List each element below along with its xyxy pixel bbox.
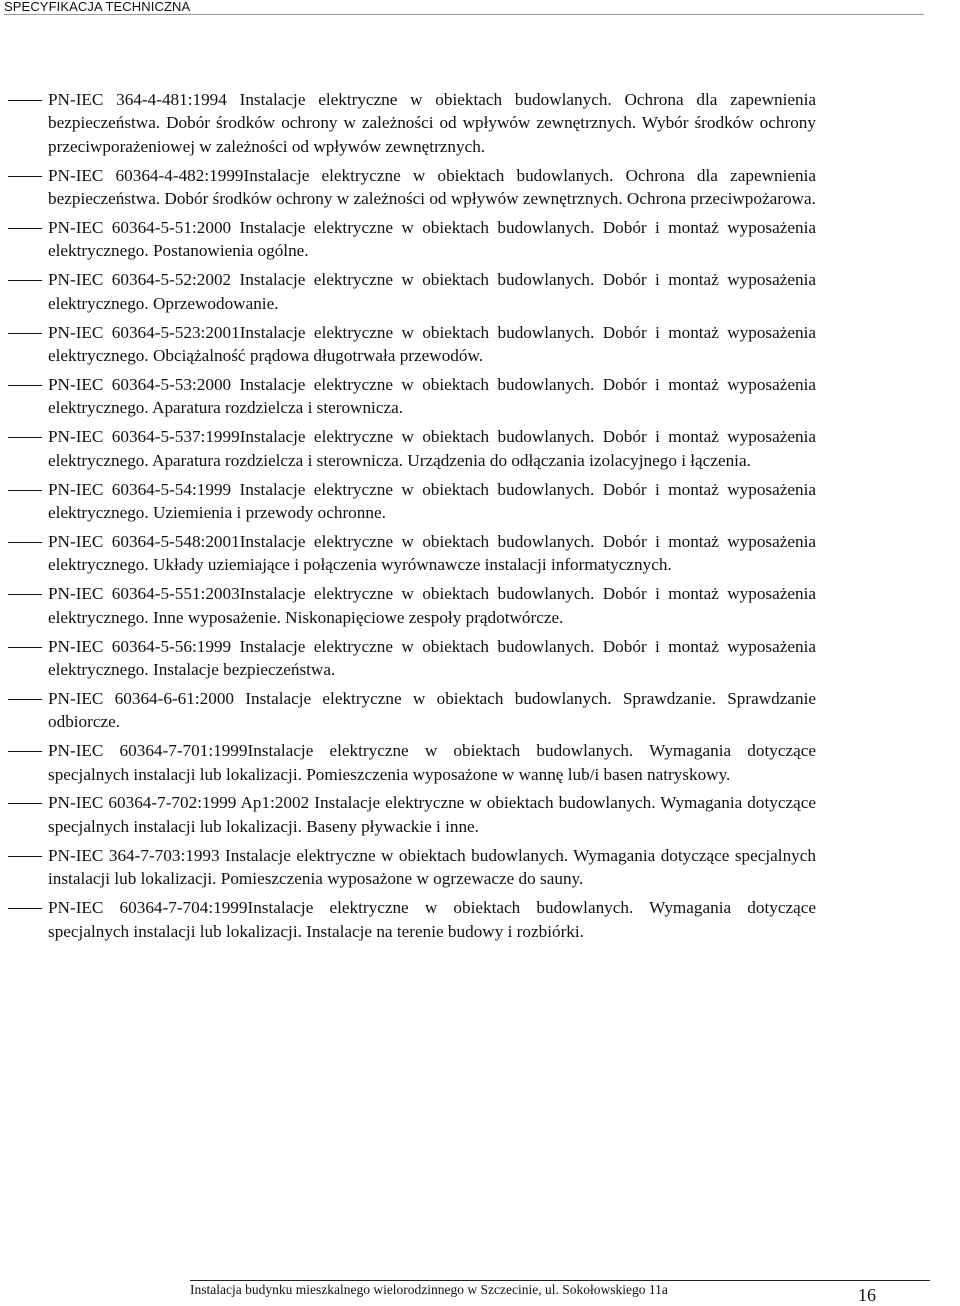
dash-bullet [8, 176, 42, 177]
list-item-text: PN-IEC 364-4-481:1994 Instalacje elektryczne w obiektach budowlanych. Ochrona dla zapewnienia bezpieczeństwa. Dobór środków ochrony w zależności od wpływów zewnętrznych. Wybór środków ochrony przeciwporażeniowej w zależności od wpływów zewnętrznych. [48, 90, 816, 156]
list-item [0, 321, 816, 368]
dash-bullet [8, 437, 42, 438]
list-item-text: PN-IEC 60364-5-548:2001Instalacje elektryczne w obiektach budowlanych. Dobór i montaż wyposażenia elektrycznego. Układy uziemiające i połączenia wyrównawcze instalacji informatycznych. [48, 531, 816, 575]
list-item [0, 88, 816, 158]
standards-list [0, 88, 960, 948]
list-item-text: PN-IEC 60364-5-523:2001Instalacje elektryczne w obiektach budowlanych. Dobór i montaż wyposażenia elektrycznego. Obciążalność prądowa długotrwała przewodów. [48, 322, 816, 366]
list-item-text: PN-IEC 60364-5-53:2000 Instalacje elektryczne w obiektach budowlanych. Dobór i montaż wyposażenia elektrycznego. Aparatura rozdzielcza i sterownicza. [48, 374, 816, 418]
list-item-text: PN-IEC 60364-5-56:1999 Instalacje elektryczne w obiektach budowlanych. Dobór i montaż wyposażenia elektrycznego. Instalacje bezpieczeństwa. [48, 636, 816, 679]
list-item [0, 216, 816, 263]
dash-bullet [8, 908, 42, 909]
list-item [0, 164, 816, 211]
dash-bullet [8, 280, 42, 281]
dash-bullet [8, 699, 42, 700]
list-item-text: PN-IEC 60364-7-701:1999Instalacje elektryczne w obiektach budowlanych. Wymagania dotyczące specjalnych instalacji lub lokalizacji. Pomieszczenia wyposażone w wannę lub/i basen natryskowy. [48, 741, 816, 784]
footer-text: Instalacja budynku mieszkalnego wielorodzinnego w Szczecinie, ul. Sokołowskiego 11a [190, 1282, 668, 1297]
list-item-text: PN-IEC 60364-5-551:2003Instalacje elektryczne w obiektach budowlanych. Dobór i montaż wyposażenia elektrycznego. Inne wyposażenie. Niskonapięciowe zespoły prądotwórcze. [48, 584, 816, 627]
dash-bullet [8, 333, 42, 334]
header-title: SPECYFIKACJA TECHNICZNA [4, 0, 191, 14]
list-item [0, 844, 816, 891]
list-item [0, 373, 816, 420]
list-item [0, 530, 816, 577]
list-item [0, 896, 816, 943]
list-item-text: PN-IEC 364-7-703:1993 Instalacje elektryczne w obiektach budowlanych. Wymagania dotyczące specjalnych instalacji lub lokalizacji. Pomieszczenia wyposażone w ogrzewacze do sauny. [48, 845, 816, 889]
list-item [0, 739, 816, 786]
list-item-text: PN-IEC 60364-6-61:2000 Instalacje elektryczne w obiektach budowlanych. Sprawdzanie. Sprawdzanie odbiorcze. [48, 688, 816, 732]
list-item [0, 478, 816, 525]
list-item-text: PN-IEC 60364-5-537:1999Instalacje elektryczne w obiektach budowlanych. Dobór i montaż wyposażenia elektrycznego. Aparatura rozdzielcza i sterownicza. Urządzenia do odłączania izolacyjnego i łączenia. [48, 427, 816, 470]
dash-bullet [8, 647, 42, 648]
dash-bullet [8, 751, 42, 752]
dash-bullet [8, 385, 42, 386]
list-item-text: PN-IEC 60364-5-52:2002 Instalacje elektryczne w obiektach budowlanych. Dobór i montaż wyposażenia elektrycznego. Oprzewodowanie. [48, 270, 816, 313]
dash-bullet [8, 803, 42, 804]
page-number: 16 [858, 1285, 876, 1305]
list-item-text: PN-IEC 60364-4-482:1999Instalacje elektryczne w obiektach budowlanych. Ochrona dla zapewnienia bezpieczeństwa. Dobór środków ochrony w zależności od wpływów zewnętrznych. Ochrona przeciwpożarowa. [48, 165, 816, 209]
page-footer [190, 1280, 930, 1305]
dash-bullet [8, 594, 42, 595]
list-item-text: PN-IEC 60364-7-702:1999 Ap1:2002 Instalacje elektryczne w obiektach budowlanych. Wymagania dotyczące specjalnych instalacji lub lokalizacji. Baseny pływackie i inne. [48, 793, 816, 836]
list-item [0, 425, 816, 472]
list-item-text: PN-IEC 60364-5-51:2000 Instalacje elektryczne w obiektach budowlanych. Dobór i montaż wyposażenia elektrycznego. Postanowienia ogólne. [48, 218, 816, 261]
dash-bullet [8, 100, 42, 101]
list-item-text: PN-IEC 60364-5-54:1999 Instalacje elektryczne w obiektach budowlanych. Dobór i montaż wyposażenia elektrycznego. Uziemienia i przewody ochronne. [48, 479, 816, 522]
dash-bullet [8, 490, 42, 491]
list-item [0, 582, 816, 629]
dash-bullet [8, 856, 42, 857]
list-item [0, 791, 816, 838]
page-header [4, 0, 924, 15]
list-item [0, 268, 816, 315]
dash-bullet [8, 228, 42, 229]
list-item-text: PN-IEC 60364-7-704:1999Instalacje elektryczne w obiektach budowlanych. Wymagania dotyczące specjalnych instalacji lub lokalizacji. Instalacje na terenie budowy i rozbiórki. [48, 898, 816, 941]
list-item [0, 635, 816, 682]
dash-bullet [8, 542, 42, 543]
list-item [0, 687, 816, 734]
